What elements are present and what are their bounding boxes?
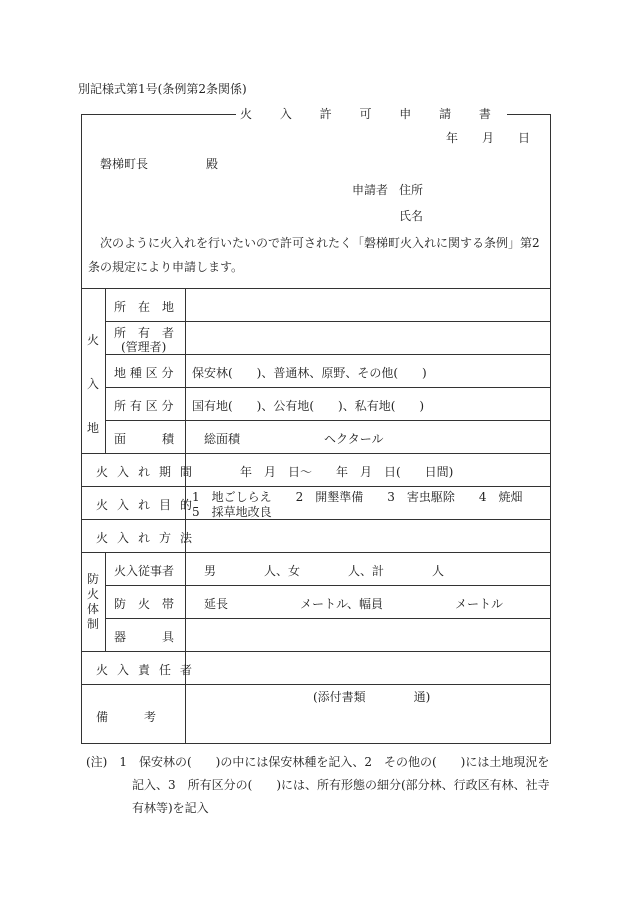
- purpose-line-2: 5 採草地改良: [192, 505, 272, 519]
- divider: [81, 288, 551, 289]
- divider: [105, 387, 551, 388]
- divider: [105, 321, 551, 322]
- purpose-label: 火入れ目的: [96, 498, 202, 512]
- fire-prevention-group-label: 防 火 体 制: [87, 572, 100, 631]
- form-frame: [81, 114, 551, 744]
- addressee: 磐梯町長: [100, 157, 149, 171]
- date-line: 年 月 日: [446, 131, 531, 145]
- workers-value: 男 人、女 人、計 人: [204, 564, 445, 578]
- divider: [105, 585, 551, 586]
- manager-label: (管理者): [121, 340, 167, 354]
- ownership-value: 国有地( )、公有地( )、私有地( ): [192, 399, 425, 413]
- name-label: 氏名: [399, 209, 424, 223]
- land-type-label: 地 種 区 分: [114, 366, 174, 380]
- attachments-value: (添付書類 通): [313, 690, 431, 704]
- divider: [81, 453, 551, 454]
- land-type-value: 保安林( )、普通林、原野、その他( ): [192, 366, 427, 380]
- workers-label: 火入従事者: [114, 564, 175, 578]
- divider: [105, 552, 106, 651]
- note-line-2: 記入、3 所有区分の( )には、所有形態の細分(部分林、行政区有林、社寺: [132, 778, 550, 792]
- method-label: 火入れ方法: [96, 531, 202, 545]
- form-header: 別記様式第1号(条例第2条関係): [78, 82, 247, 96]
- divider: [105, 420, 551, 421]
- firebreak-value: 延長 メートル、幅員 メートル: [204, 597, 504, 611]
- divider: [105, 354, 551, 355]
- purpose-line-1: 1 地ごしらえ 2 開墾準備 3 害虫駆除 4 焼畑: [192, 490, 523, 504]
- intro-line-2: 条の規定により申請します。: [88, 260, 244, 274]
- period-value: 年 月 日〜 年 月 日( 日間): [240, 465, 454, 479]
- note-line-3: 有林等)を記入: [132, 801, 209, 815]
- divider: [81, 651, 551, 652]
- remarks-label: 備 考: [96, 710, 157, 724]
- location-label: 所 在 地: [114, 300, 175, 314]
- divider: [81, 519, 551, 520]
- divider: [81, 684, 551, 685]
- intro-line-1: 次のように火入れを行いたいので許可されたく「磐梯町火入れに関する条例」第2: [100, 236, 540, 250]
- owner-label: 所 有 者: [114, 326, 175, 340]
- honorific: 殿: [206, 157, 219, 171]
- divider: [105, 618, 551, 619]
- period-label: 火入れ期間: [96, 465, 202, 479]
- divider: [81, 552, 551, 553]
- divider: [105, 288, 106, 453]
- form-title: 火 入 許 可 申 請 書: [236, 105, 507, 122]
- equipment-label: 器 具: [114, 630, 175, 644]
- address-label: 住所: [399, 183, 424, 197]
- note-line-1: (注) 1 保安林の( )の中には保安林種を記入、2 その他の( )には土地現況を: [86, 755, 550, 769]
- burn-site-group-label: 火 入 地: [87, 333, 100, 435]
- applicant-label: 申請者: [352, 183, 389, 197]
- ownership-label: 所 有 区 分: [114, 399, 174, 413]
- area-label: 面 積: [114, 432, 175, 446]
- divider: [81, 486, 551, 487]
- responsible-label: 火入責任者: [96, 663, 202, 677]
- firebreak-label: 防 火 帯: [114, 597, 175, 611]
- area-value: 総面積 ヘクタール: [204, 432, 384, 446]
